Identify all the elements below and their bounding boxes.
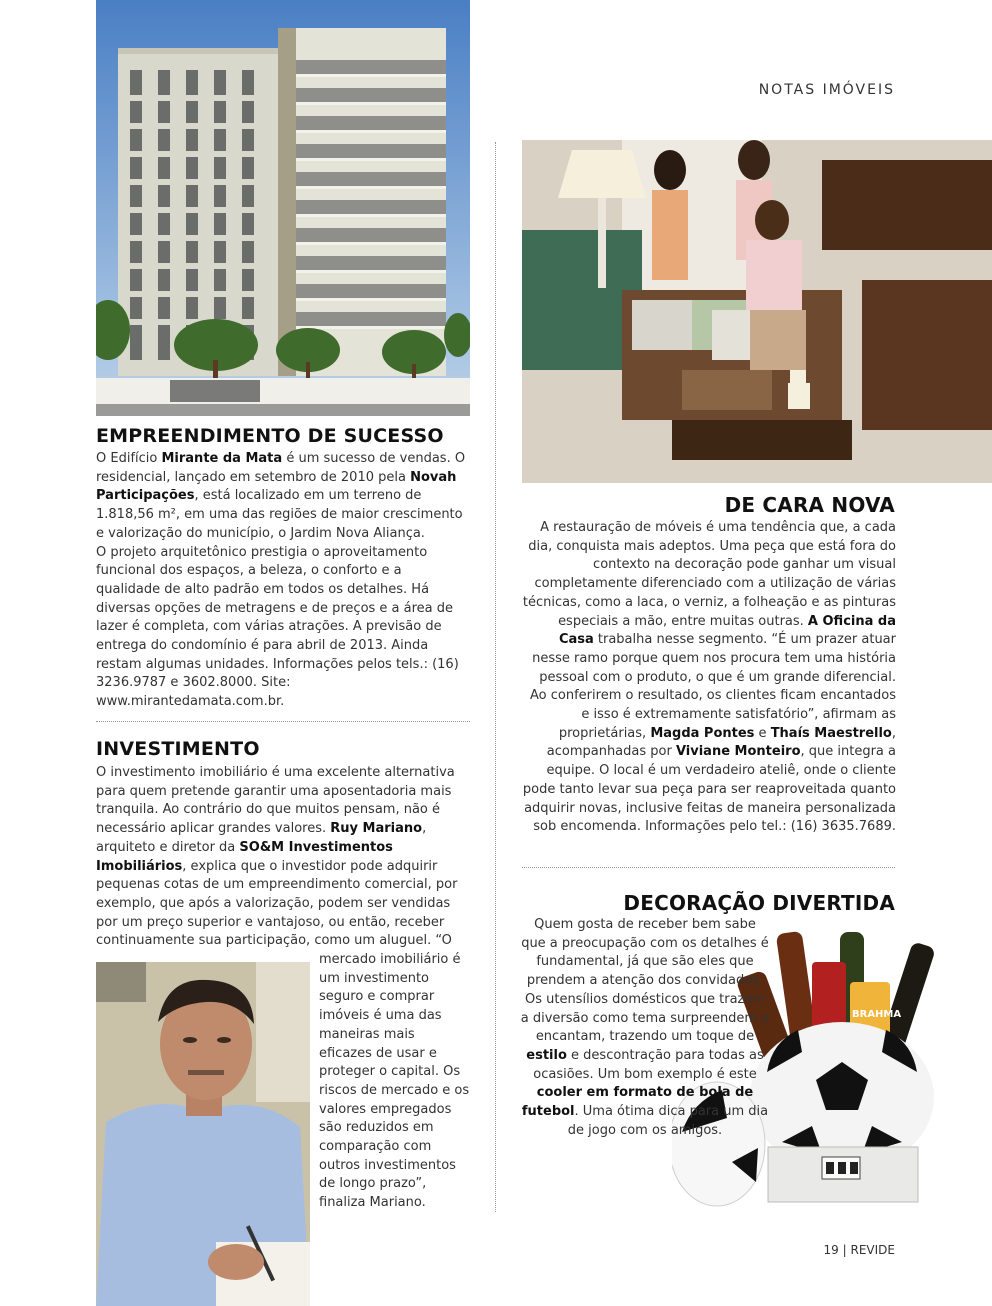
article-title-decoracao: DECORAÇÃO DIVERTIDA [623, 891, 895, 915]
article-body-decoracao [520, 916, 770, 1140]
text-run: A restauração de móveis é uma tendência que, a cada dia, conquista mais adeptos. Uma peça que está fora do contexto na decoração pode ganhar um visual completamente diferenciado com a utilização de várias técnicas, como a laca, o verniz, a folheação e as pinturas especiais a mão, entre muitas outras. [522, 520, 896, 629]
text-run: . Uma ótima dica para um dia de jogo com os amigos. [567, 1104, 769, 1138]
bold-text: cooler em formato de bola de futebol [521, 1085, 754, 1120]
text-run: e [754, 725, 771, 741]
text-run: , acompanhadas por [546, 725, 896, 760]
bold-text: A Oficina da Casa [558, 613, 896, 648]
bold-text: estilo [526, 1047, 567, 1063]
paragraph [520, 916, 770, 1140]
page-footer [780, 1243, 895, 1257]
text-run: O investimento imobiliário é uma excelente alternativa para quem pretende garantir uma aposentadoria mais tranquila. Ao contrário do que muitos pensam, não é necessário aplicar grandes valores. [96, 765, 455, 837]
portrait-photo [96, 962, 310, 1306]
article-body-investimento-continued [319, 951, 471, 1213]
text-run: trabalha nesse segmento. “É um prazer atuar nesse ramo porque quem nos procura tem uma história pessoal com o produto, o que é um grande diferencial. Ao conferirem o resultado, os clientes ficam encantados e isso é extremamente satisfatório”, afirmam as proprietárias, [530, 632, 896, 741]
divider [522, 867, 895, 868]
bold-text: Thaís Maestrello [770, 725, 892, 741]
article-title-cara-nova: DE CARA NOVA [724, 493, 895, 517]
divider [96, 721, 470, 722]
paragraph [96, 450, 468, 544]
restoration-photo [522, 140, 992, 483]
text-run: , arquiteto e diretor da [96, 821, 427, 855]
text-run: , que integra a equipe. O local é um verdadeiro ateliê, onde o cliente pode tanto levar sua peça para ser reaproveitada quanto adquirir novas, inclusive feitas de maneira personalizada sob encomenda. Informações pelo tel.: (16) 3635.7689. [522, 744, 896, 835]
text-run: Quem gosta de receber bem sabe que a preocupação com os detalhes é fundamental, já que são eles que prendem a atenção dos convidados. Os utensílios domésticos que trazem a diversão como tema surpreendem e encantam, trazendo um toque de [520, 917, 770, 1045]
text-run: , explica que o investidor pode adquirir pequenas cotas de um empreendimento comercial, por exemplo, que após a valorização, podem ser vendidas por um preço superior e vantajoso, ou então, receber continuamente sua participação, como um aluguel. “O [96, 858, 458, 949]
paragraph: mercado imobiliário é um investimento seguro e comprar imóveis é uma das maneiras mais eficazes de usar e proteger o capital. Os riscos de mercado e os valores empregados são reduzidos em comparação com outros investimentos de longo prazo”, finaliza Mariano. [319, 952, 470, 1211]
column-divider [495, 142, 496, 1212]
footer-separator: | [842, 1243, 847, 1257]
section-label: NOTAS IMÓVEIS [758, 82, 895, 98]
article-title-investimento: INVESTIMENTO [96, 738, 260, 760]
paragraph [96, 764, 468, 951]
text-run: , está localizado em um terreno de 1.818,56 m², em uma das regiões de maior crescimento e valorização do município, o Jardim Nova Aliança. [96, 488, 463, 541]
text-run: é um sucesso de vendas. O residencial, lançado em setembro de 2010 pela [96, 451, 466, 485]
bold-text: SO&M Investimentos Imobiliários [96, 839, 393, 874]
brand-label: BRAHMA [852, 1009, 902, 1020]
article-title-empreendimento: EMPREENDIMENTO DE SUCESSO [96, 425, 444, 447]
paragraph: O projeto arquitetônico prestigia o aproveitamento funcional dos espaços, a beleza, o conforto e a qualidade de alto padrão em todos os detalhes. Há diversas opções de metragens e de preços e a área de lazer é completa, com várias atrações. A previsão de entrega do condomínio é para abril de 2013. Ainda restam algumas unidades. Informações pelos tels.: (16) 3236.9787 e 3602.8000. Site: www.mirantedamata.com.br. [96, 544, 459, 710]
text-run: e descontração para todas as ocasiões. Um bom exemplo é este [533, 1047, 764, 1082]
bold-text: Novah Participações [96, 469, 457, 504]
article-body-cara-nova [520, 519, 896, 837]
article-body-investimento [96, 764, 468, 951]
text-run: O Edifício [96, 451, 162, 466]
article-body-empreendimento [96, 450, 468, 712]
bold-text: Viviane Monteiro [675, 744, 801, 760]
magazine-name: REVIDE [850, 1243, 895, 1257]
building-photo [96, 0, 470, 416]
bold-text: Mirante da Mata [161, 451, 283, 466]
page-number: 19 [823, 1243, 839, 1257]
paragraph [520, 519, 896, 837]
bold-text: Magda Pontes [650, 725, 755, 741]
bold-text: Ruy Mariano [330, 821, 423, 837]
